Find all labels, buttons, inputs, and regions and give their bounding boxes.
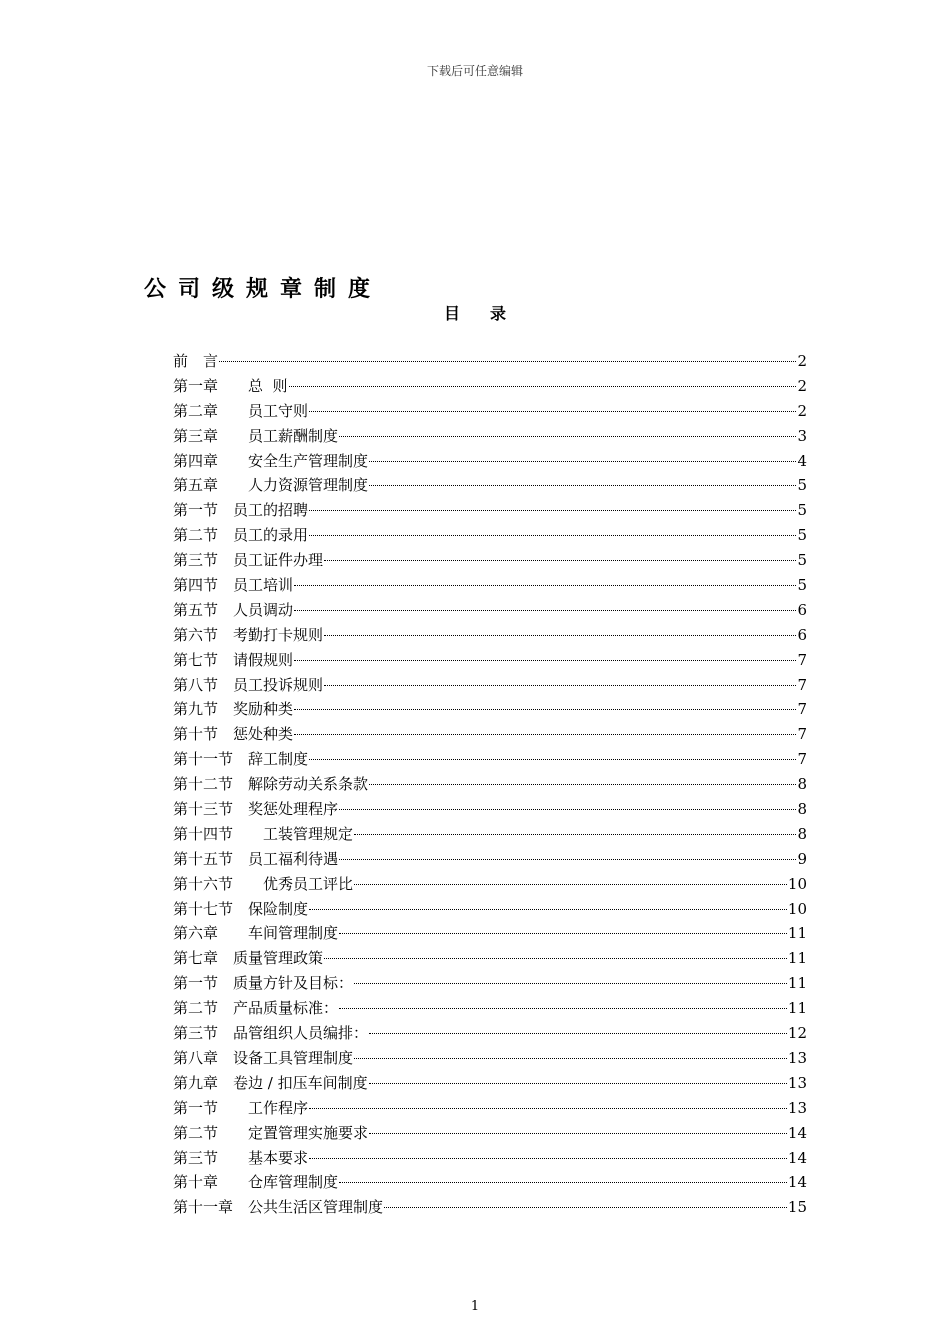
toc-entry-label: 第五章 人力资源管理制度 (173, 476, 369, 495)
toc-entry-label: 第九章 卷边 / 扣压车间制度 (173, 1073, 368, 1092)
toc-entry[interactable] (173, 747, 807, 772)
toc-dot-leader (324, 685, 796, 686)
page-number: 1 (470, 1299, 480, 1314)
toc-entry[interactable] (173, 399, 807, 424)
toc-entry[interactable] (173, 673, 807, 698)
toc-entry-page: 8 (797, 775, 807, 794)
toc-entry-page: 12 (787, 1024, 807, 1043)
toc-dot-leader (354, 834, 796, 835)
toc-entry-label: 第二节 定置管理实施要求 (173, 1123, 369, 1142)
toc-entry[interactable] (173, 772, 807, 797)
toc-entry-page: 13 (787, 1098, 807, 1117)
toc-entry-label: 第九节 奖励种类 (173, 700, 294, 719)
toc-dot-leader (339, 1182, 787, 1183)
toc-entry[interactable] (173, 897, 807, 922)
toc-entry-label: 第十三节 奖惩处理程序 (173, 800, 339, 819)
toc-entry[interactable] (173, 1170, 807, 1195)
toc-entry-page: 5 (797, 526, 807, 545)
toc-entry[interactable] (173, 971, 807, 996)
toc-entry[interactable] (173, 1046, 807, 1071)
toc-entry-label: 第十一章 公共生活区管理制度 (173, 1198, 384, 1217)
toc-entry-page: 11 (787, 974, 807, 993)
toc-entry[interactable] (173, 697, 807, 722)
toc-entry-page: 10 (787, 899, 807, 918)
toc-dot-leader (309, 411, 796, 412)
toc-entry-label: 第十六节 优秀员工评比 (173, 874, 354, 893)
toc-dot-leader (369, 1133, 787, 1134)
toc-entry-label: 第八节 员工投诉规则 (173, 675, 324, 694)
toc-entry[interactable] (173, 449, 807, 474)
toc-entry-label: 第八章 设备工具管理制度 (173, 1048, 354, 1067)
toc-entry-page: 5 (797, 551, 807, 570)
toc-entry-label: 第七章 质量管理政策 (173, 949, 324, 968)
toc-dot-leader (339, 933, 787, 934)
toc-entry[interactable] (173, 1096, 807, 1121)
toc-dot-leader (354, 1058, 787, 1059)
toc-entry-page: 7 (797, 750, 807, 769)
toc-entry[interactable] (173, 623, 807, 648)
toc-entry[interactable] (173, 349, 807, 374)
toc-entry-label: 第三节 员工证件办理 (173, 551, 324, 570)
toc-entry[interactable] (173, 473, 807, 498)
toc-entry[interactable] (173, 424, 807, 449)
toc-entry-label: 第十四节 工装管理规定 (173, 824, 354, 843)
toc-entry-page: 5 (797, 476, 807, 495)
toc-entry-label: 第三节 品管组织人员编排： (173, 1024, 369, 1043)
toc-entry-page: 2 (797, 401, 807, 420)
toc-entry-label: 第十七节 保险制度 (173, 899, 309, 918)
toc-dot-leader (354, 884, 787, 885)
toc-entry[interactable] (173, 722, 807, 747)
toc-entry-page: 14 (787, 1123, 807, 1142)
toc-dot-leader (309, 909, 787, 910)
toc-entry-page: 8 (797, 824, 807, 843)
toc-dot-leader (324, 958, 787, 959)
toc-entry-label: 第一章 总 则 (173, 376, 288, 395)
toc-entry[interactable] (173, 1146, 807, 1171)
toc-dot-leader (294, 734, 796, 735)
toc-entry[interactable] (173, 548, 807, 573)
toc-entry-label: 第十章 仓库管理制度 (173, 1173, 339, 1192)
toc-entry[interactable] (173, 573, 807, 598)
toc-entry-label: 第一节 员工的招聘 (173, 501, 309, 520)
toc-entry-label: 前 言 (173, 352, 219, 370)
toc-entry-page: 7 (797, 675, 807, 694)
toc-entry-page: 3 (797, 426, 807, 445)
toc-dot-leader (309, 1108, 787, 1109)
toc-entry-label: 第一节 工作程序 (173, 1098, 309, 1117)
toc-entry-page: 9 (797, 849, 807, 868)
toc-entry[interactable] (173, 1021, 807, 1046)
toc-entry-label: 第二节 产品质量标准： (173, 999, 339, 1018)
toc-entry[interactable] (173, 946, 807, 971)
toc-dot-leader (324, 635, 796, 636)
toc-entry-label: 第十节 惩处种类 (173, 725, 294, 744)
toc-entry-page: 4 (797, 451, 807, 470)
toc-entry-page: 15 (787, 1198, 807, 1217)
toc-entry[interactable] (173, 872, 807, 897)
toc-entry-label: 第十五节 员工福利待遇 (173, 849, 339, 868)
header-note: 下载后可任意编辑 (426, 64, 523, 78)
toc-entry[interactable] (173, 822, 807, 847)
toc-entry-page: 13 (787, 1073, 807, 1092)
toc-dot-leader (384, 1207, 787, 1208)
toc-dot-leader (309, 510, 796, 511)
toc-dot-leader (339, 859, 796, 860)
toc-entry-page: 11 (787, 999, 807, 1018)
toc-entry-page: 13 (787, 1048, 807, 1067)
toc-entry[interactable] (173, 996, 807, 1021)
toc-entry-page: 14 (787, 1173, 807, 1192)
toc-dot-leader (369, 1033, 787, 1034)
toc-dot-leader (309, 535, 796, 536)
toc-entry-label: 第六章 车间管理制度 (173, 924, 339, 943)
toc-dot-leader (369, 1083, 787, 1084)
toc-entry[interactable] (173, 598, 807, 623)
toc-entry-page: 8 (797, 800, 807, 819)
toc-entry-label: 第七节 请假规则 (173, 650, 294, 669)
toc-entry-label: 第十二节 解除劳动关系条款 (173, 775, 369, 794)
toc-entry-page: 7 (797, 650, 807, 669)
toc-entry-page: 5 (797, 501, 807, 520)
document-title: 公司级规章制度 (144, 277, 383, 302)
toc-entry[interactable] (173, 523, 807, 548)
toc-entry-page: 11 (787, 949, 807, 968)
toc-entry[interactable] (173, 1195, 807, 1220)
toc-dot-leader (339, 436, 796, 437)
toc-entry[interactable] (173, 374, 807, 399)
toc-entry-page: 2 (797, 352, 807, 370)
toc-dot-leader (294, 610, 796, 611)
toc-entry-label: 第三章 员工薪酬制度 (173, 426, 339, 445)
toc-entry-page: 7 (797, 700, 807, 719)
toc-entry[interactable] (173, 1121, 807, 1146)
toc-entry[interactable] (173, 921, 807, 946)
toc-dot-leader (294, 585, 796, 586)
toc-entry[interactable] (173, 847, 807, 872)
toc-entry-page: 6 (797, 625, 807, 644)
toc-entry-page: 14 (787, 1148, 807, 1167)
toc-entry-label: 第一节 质量方针及目标： (173, 974, 354, 993)
toc-entry-label: 第二章 员工守则 (173, 401, 309, 420)
toc-entry[interactable] (173, 648, 807, 673)
toc-entry-page: 2 (797, 376, 807, 395)
table-of-contents (173, 349, 807, 1220)
toc-dot-leader (324, 560, 796, 561)
toc-dot-leader (369, 784, 796, 785)
toc-dot-leader (309, 759, 796, 760)
toc-dot-leader (369, 461, 796, 462)
toc-entry-label: 第六节 考勤打卡规则 (173, 625, 324, 644)
toc-dot-leader (339, 1008, 787, 1009)
toc-dot-leader (339, 809, 796, 810)
toc-entry-page: 11 (787, 924, 807, 943)
toc-dot-leader (369, 485, 796, 486)
toc-entry-page: 5 (797, 576, 807, 595)
toc-heading: 目录 (443, 304, 536, 323)
toc-entry-label: 第五节 人员调动 (173, 600, 294, 619)
toc-entry-page: 10 (787, 874, 807, 893)
toc-dot-leader (219, 361, 796, 362)
toc-entry-label: 第四节 员工培训 (173, 576, 294, 595)
toc-dot-leader (294, 709, 796, 710)
toc-entry[interactable] (173, 498, 807, 523)
toc-entry-label: 第二节 员工的录用 (173, 526, 309, 545)
toc-dot-leader (294, 660, 796, 661)
toc-entry-label: 第十一节 辞工制度 (173, 750, 309, 769)
toc-dot-leader (309, 1158, 787, 1159)
toc-entry-page: 6 (797, 600, 807, 619)
toc-entry[interactable] (173, 797, 807, 822)
toc-entry[interactable] (173, 1071, 807, 1096)
toc-dot-leader (354, 983, 787, 984)
toc-entry-label: 第三节 基本要求 (173, 1148, 309, 1167)
toc-entry-page: 7 (797, 725, 807, 744)
toc-entry-label: 第四章 安全生产管理制度 (173, 451, 369, 470)
toc-dot-leader (289, 386, 797, 387)
